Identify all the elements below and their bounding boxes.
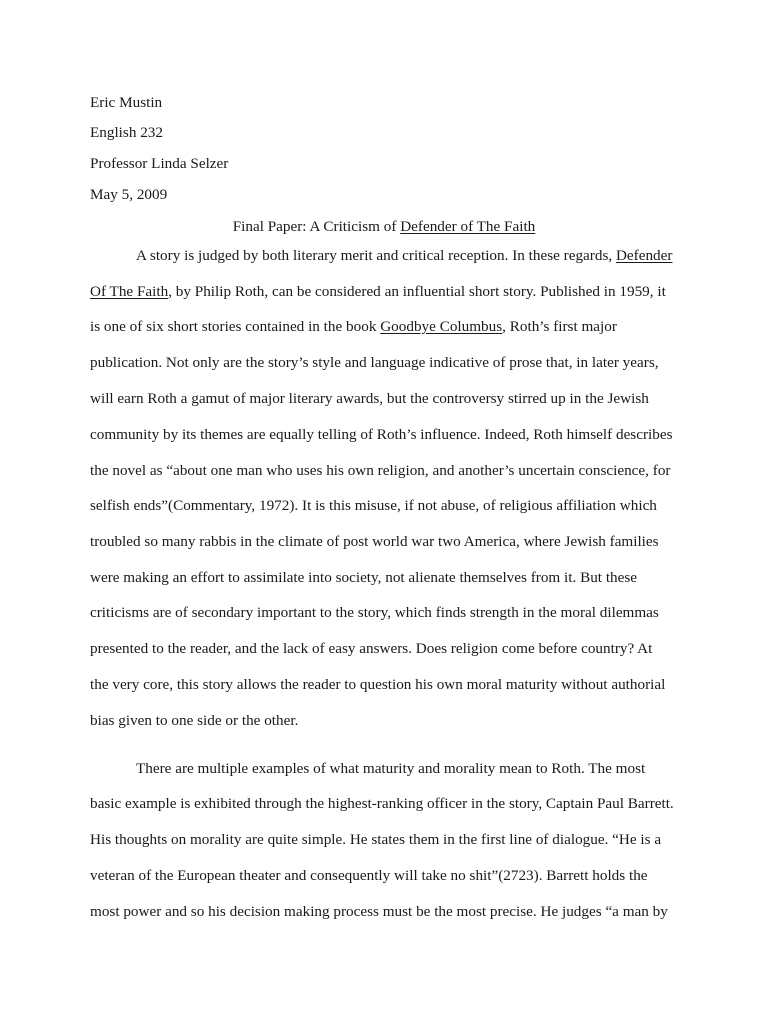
p2-line-3: His thoughts on morality are quite simple. He states them in the first line of dialogue. “He is a [90, 831, 662, 848]
p1-line-8: selfish ends”(Commentary, 1972). It is this misuse, if not abuse, of religious affiliation which [90, 497, 657, 514]
p1-l3-text-a: is one of six short stories contained in the book [90, 318, 381, 335]
p1-l1-text: A story is judged by both literary merit and critical reception. In these regards, [136, 247, 616, 264]
professor-name: Professor Linda Selzer [90, 155, 229, 172]
title-prefix: Final Paper: A Criticism of [232, 218, 401, 235]
p1-l3-underlined: Goodbye Columbus [380, 318, 503, 335]
course-name: English 232 [90, 124, 163, 141]
paper-title [0, 218, 768, 236]
p1-line-12: presented to the reader, and the lack of easy answers. Does religion come before country? At [90, 640, 653, 657]
p1-line-1 [136, 247, 672, 265]
p1-l3-text-c: , Roth’s first major [502, 318, 617, 335]
title-work: Defender of The Faith [400, 218, 536, 235]
p1-line-14: bias given to one side or the other. [90, 712, 299, 729]
p1-line-13: the very core, this story allows the reader to question his own moral maturity without authorial [90, 676, 666, 693]
p1-l2-text: , by Philip Roth, can be considered an influential short story. Published in 1959, it [168, 283, 666, 300]
p2-line-5: most power and so his decision making process must be the most precise. He judges “a man by [90, 903, 668, 920]
p1-l1-underlined: Defender [615, 247, 673, 264]
p1-line-5: will earn Roth a gamut of major literary awards, but the controversy stirred up in the Jewish [90, 390, 649, 407]
p1-line-2 [90, 283, 666, 301]
p1-l2-underlined: Of The Faith [90, 283, 169, 300]
p1-line-7: the novel as “about one man who uses his own religion, and another’s uncertain conscience, for [90, 462, 671, 479]
p2-line-4: veteran of the European theater and consequently will take no shit”(2723). Barrett holds the [90, 867, 648, 884]
p2-line-1: There are multiple examples of what maturity and morality mean to Roth. The most [136, 760, 646, 777]
paper-date: May 5, 2009 [90, 186, 168, 203]
p1-line-3 [90, 318, 617, 336]
p1-line-11: criticisms are of secondary important to the story, which finds strength in the moral dilemmas [90, 604, 659, 621]
p2-line-2: basic example is exhibited through the highest-ranking officer in the story, Captain Paul Barrett. [90, 795, 674, 812]
p1-line-4: publication. Not only are the story’s style and language indicative of prose that, in later years, [90, 354, 659, 371]
author-name: Eric Mustin [90, 94, 163, 111]
p1-line-9: troubled so many rabbis in the climate of post world war two America, where Jewish families [90, 533, 659, 550]
p1-line-6: community by its themes are equally telling of Roth’s influence. Indeed, Roth himself describes [90, 426, 673, 443]
p1-line-10: were making an effort to assimilate into society, not alienate themselves from it. But these [90, 569, 638, 586]
